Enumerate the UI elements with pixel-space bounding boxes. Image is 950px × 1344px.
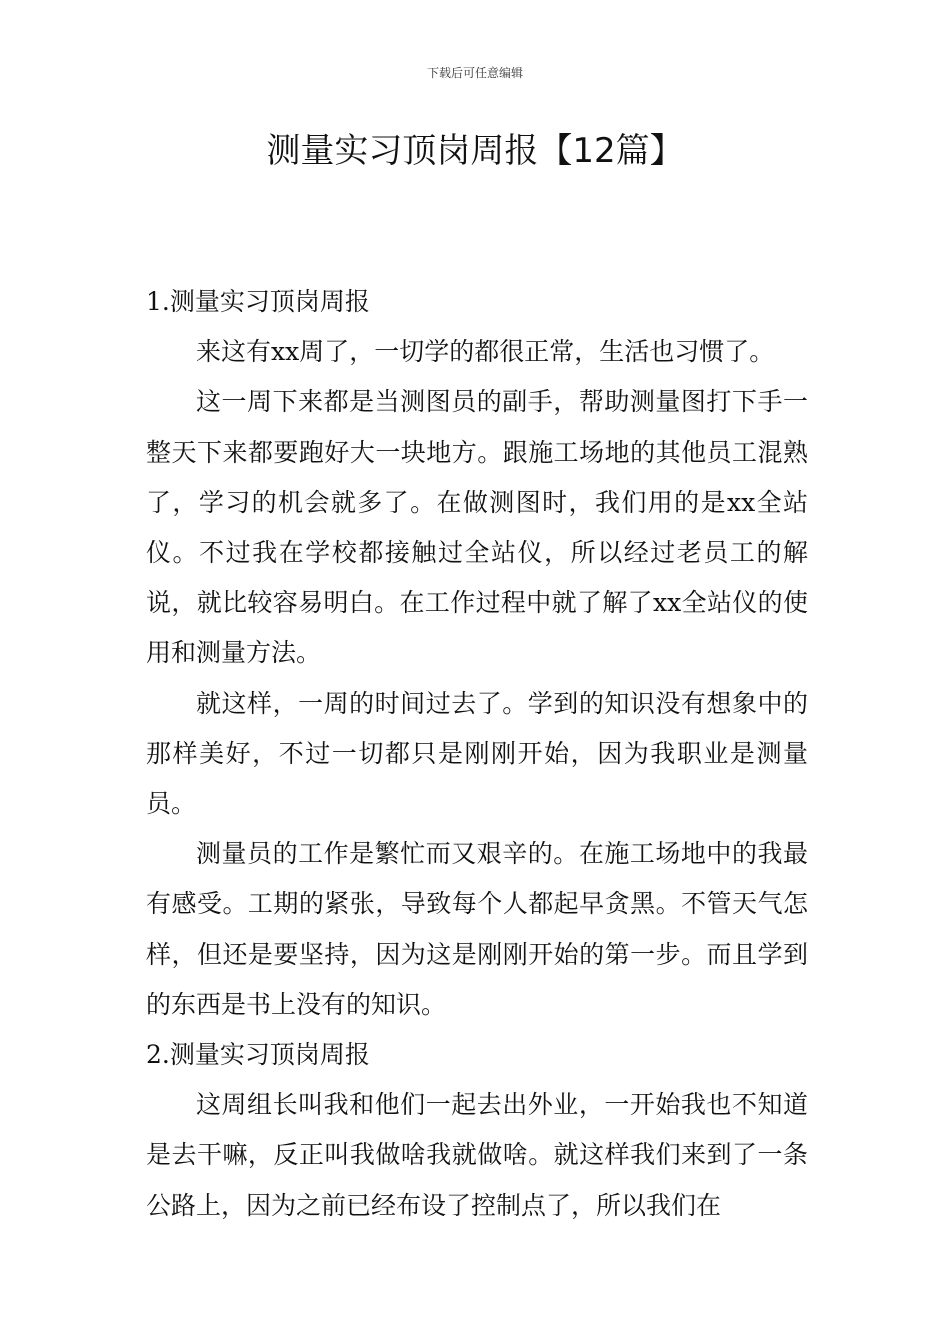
document-body (146, 277, 808, 1231)
paragraph: 这周组长叫我和他们一起去出外业，一开始我也不知道是去干嘛，反正叫我做啥我就做啥。就这样我们来到了一条公路上，因为之前已经布设了控制点了，所以我们在 (146, 1090, 808, 1220)
document-title: 测量实习顶岗周报【12篇】 (266, 131, 684, 171)
paragraph: 来这有xx周了，一切学的都很正常，生活也习惯了。 (196, 337, 775, 367)
section-heading: 1.测量实习顶岗周报 (146, 287, 370, 316)
paragraph: 测量员的工作是繁忙而又艰辛的。在施工场地中的我最有感受。工期的紧张，导致每个人都起早贪黑。不管天气怎样，但还是要坚持，因为这是刚刚开始的第一步。而且学到的东西是书上没有的知识。 (146, 839, 808, 1019)
paragraph: 这一周下来都是当测图员的副手，帮助测量图打下手一整天下来都要跑好大一块地方。跟施工场地的其他员工混熟了，学习的机会就多了。在做测图时，我们用的是xx全站仪。不过我在学校都接触过全站仪，所以经过老员工的解说，就比较容易明白。在工作过程中就了解了xx全站仪的使用和测量方法。 (146, 387, 808, 668)
paragraph: 就这样，一周的时间过去了。学到的知识没有想象中的那样美好，不过一切都只是刚刚开始，因为我职业是测量员。 (146, 688, 808, 819)
section-heading: 2.测量实习顶岗周报 (146, 1040, 370, 1070)
header-note: 下载后可任意编辑 (426, 66, 523, 80)
